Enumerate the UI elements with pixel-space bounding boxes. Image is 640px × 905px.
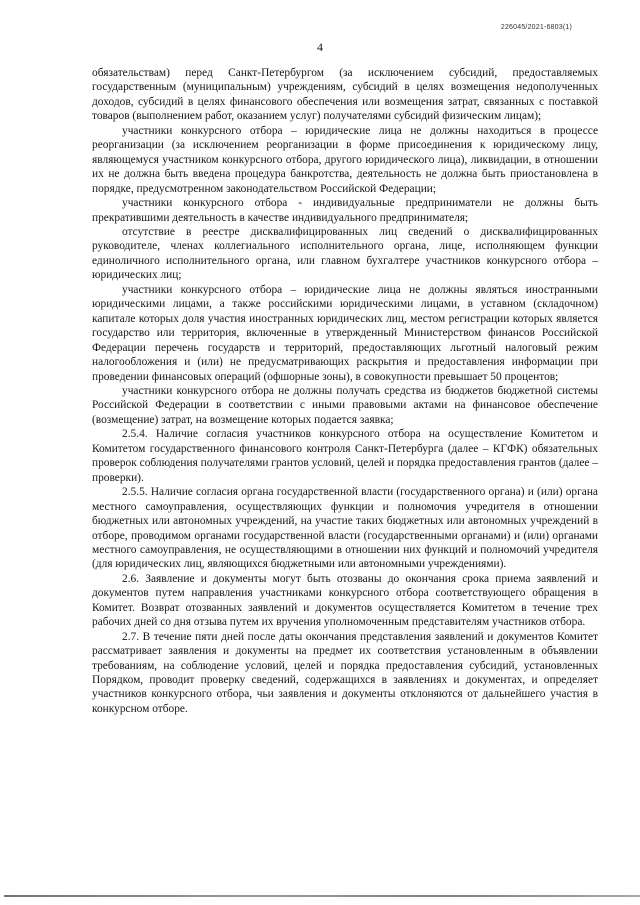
document-id: 226045/2021-6803(1) [500, 24, 572, 31]
paragraph: участники конкурсного отбора - индивидуальные предприниматели не должны быть прекратившими деятельность в качестве индивидуального предпринимателя; [92, 197, 598, 224]
paragraph: отсутствие в реестре дисквалифицированных лиц сведений о дисквалифицированных руководителе, членах коллегиального исполнительного органа, лице, исполняющем функции единоличного исполнительного органа, или главном бухгалтере участников конкурсного отбора – юридических лиц; [92, 225, 598, 282]
scan-edge-line [4, 895, 640, 897]
page-number: 4 [317, 40, 323, 54]
paragraph: 2.5.4. Наличие согласия участников конкурсного отбора на осуществление Комитетом и Комитетом государственного финансового контроля Санкт-Петербурга (далее – КГФК) обязательных проверок соблюдения получателями грантов условий, целей и порядка предоставления грантов (далее – проверки). [92, 428, 598, 484]
paragraph: участники конкурсного отбора не должны получать средства из бюджетов бюджетной системы Российской Федерации в соответствии с иными правовыми актами на финансовое обеспечение (возмещение) затрат, на возмещение которых подается заявка; [92, 384, 598, 426]
document-body [92, 66, 598, 716]
paragraph: 2.7. В течение пяти дней после даты окончания представления заявлений и документов Комитет рассматривает заявления и документы на предмет их соответствия установленным в объявлении требованиям, на соблюдение условий, целей и порядка предоставления субсидий, установленных Порядком, проводит проверку сведений, содержащихся в заявлениях и документах, и определяет участников конкурсного отбора, чьи заявления и документы отклоняются от дальнейшего участия в конкурсном отборе. [92, 630, 598, 715]
paragraph: 2.6. Заявление и документы могут быть отозваны до окончания срока приема заявлений и документов путем направления участниками конкурсного отбора соответствующего обращения в Комитет. Возврат отозванных заявлений и документов осуществляется Комитетом в течение трех рабочих дней со дня отзыва путем их вручения уполномоченным представителям участников отбора. [92, 572, 598, 629]
paragraph: участники конкурсного отбора – юридические лица не должны являться иностранными юридическими лицами, а также российскими юридическими лицами, в уставном (складочном) капитале которых доля участия иностранных юридических лиц, местом регистрации которых является государство или территория, включенные в утвержденный Министерством финансов Российской Федерации перечень государств и территорий, предоставляющих льготный налоговый режим налогообложения и (или) не предусматривающих раскрытия и предоставления информации при проведении финансовых операций (офшорные зоны), в совокупности превышает 50 процентов; [92, 283, 598, 383]
paragraph: 2.5.5. Наличие согласия органа государственной власти (государственного органа) и (или) органа местного самоуправления, осуществляющих функции и полномочия учредителя в отношении бюджетных или автономных учреждений, на участие таких бюджетных или автономных учреждений в отборе, проводимом органами государственной власти (государственными органами) и (или) органами местного самоуправления, не осуществляющими в отношении них функций и полномочий учредителя (для юридических лиц, являющихся бюджетными или автономными учреждениями). [92, 486, 598, 571]
paragraph: обязательствам) перед Санкт-Петербургом (за исключением субсидий, предоставляемых государственным (муниципальным) учреждениям, субсидий в целях возмещения недополученных доходов, субсидий в целях финансового обеспечения или возмещения затрат, связанных с поставкой товаров (выполнением работ, оказанием услуг) получателями субсидий физическим лицам); [92, 67, 598, 123]
paragraph: участники конкурсного отбора – юридические лица не должны находиться в процессе реорганизации (за исключением реорганизации в форме присоединения к юридическому лицу, являющемуся участником конкурсного отбора, другого юридического лица), ликвидации, в отношении их не должна быть введена процедура банкротства, деятельность не должна быть приостановлена в порядке, предусмотренном законодательством Российской Федерации; [92, 124, 598, 195]
